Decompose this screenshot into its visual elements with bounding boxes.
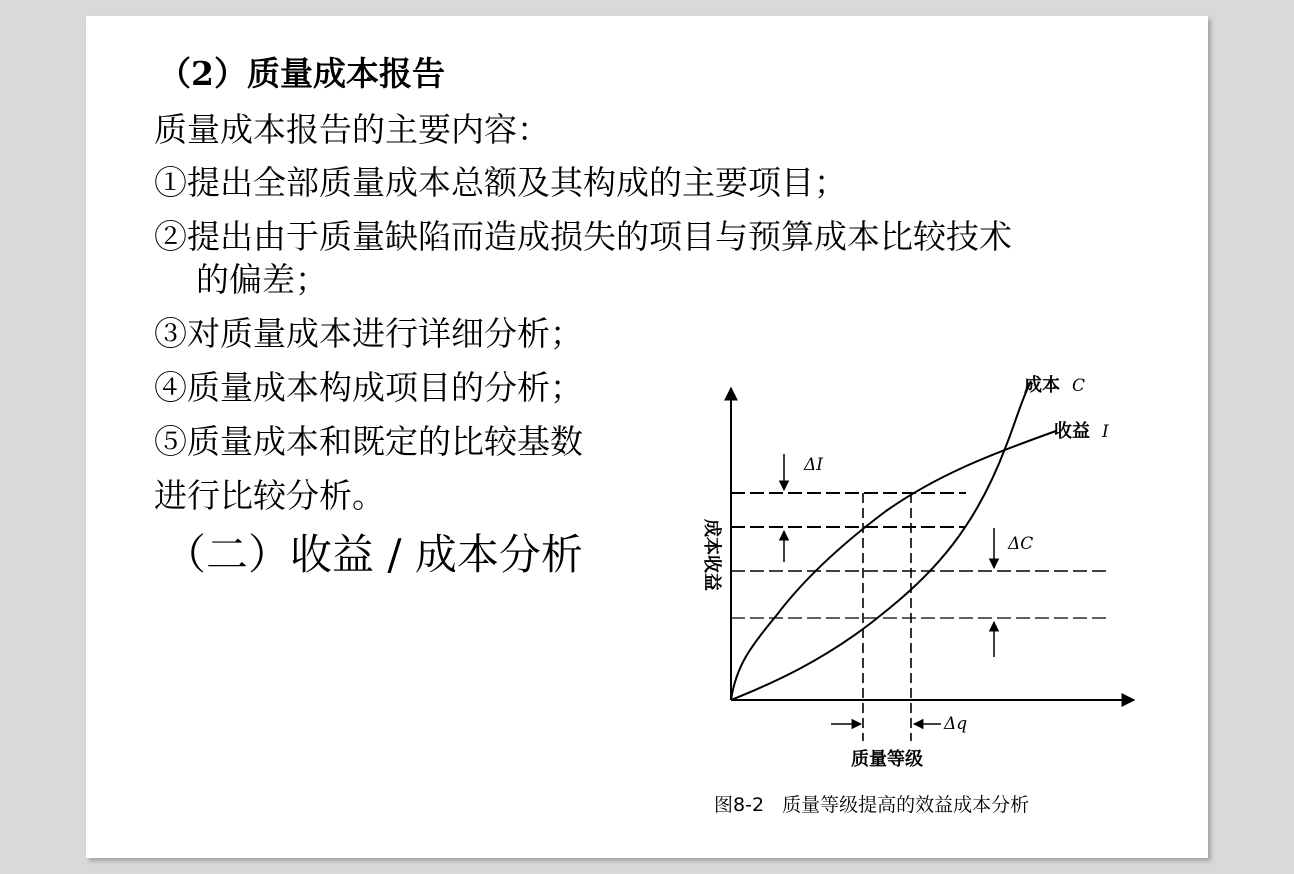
horizontal-guides <box>731 493 1111 618</box>
list-item-3: ③对质量成本进行详细分析； <box>154 314 583 353</box>
slide-heading: （2）质量成本报告 <box>158 54 445 93</box>
figure-caption: 图8-2 质量等级提高的效益成本分析 <box>714 794 1030 816</box>
revenue-curve <box>731 431 1056 700</box>
delta-i-label: ΔI <box>804 455 823 475</box>
section-title: （二）收益 / 成本分析 <box>164 530 583 579</box>
cost-curve-label: 成本 <box>1024 375 1060 396</box>
revenue-curve-symbol: I <box>1102 422 1109 442</box>
vertical-guides <box>863 493 911 741</box>
list-item-5: ⑤质量成本和既定的比较基数 <box>154 422 583 461</box>
y-axis-label: 成本收益 <box>701 519 722 591</box>
list-item-2-continued: 的偏差； <box>196 260 328 299</box>
slide <box>86 16 1208 858</box>
list-item-5-continued: 进行比较分析。 <box>154 476 385 515</box>
x-axis-label: 质量等级 <box>851 749 923 770</box>
revenue-curve-label: 收益 <box>1054 421 1090 442</box>
list-item-2: ②提出由于质量缺陷而造成损失的项目与预算成本比较技术 <box>154 217 1012 256</box>
list-item-4: ④质量成本构成项目的分析； <box>154 368 583 407</box>
cost-curve-symbol: C <box>1072 376 1086 396</box>
list-item-1: ①提出全部质量成本总额及其构成的主要项目； <box>154 163 847 202</box>
delta-q-label: Δq <box>944 714 968 734</box>
cost-curve <box>731 381 1034 700</box>
intro-text: 质量成本报告的主要内容： <box>154 110 550 149</box>
delta-c-label: ΔC <box>1008 534 1034 554</box>
